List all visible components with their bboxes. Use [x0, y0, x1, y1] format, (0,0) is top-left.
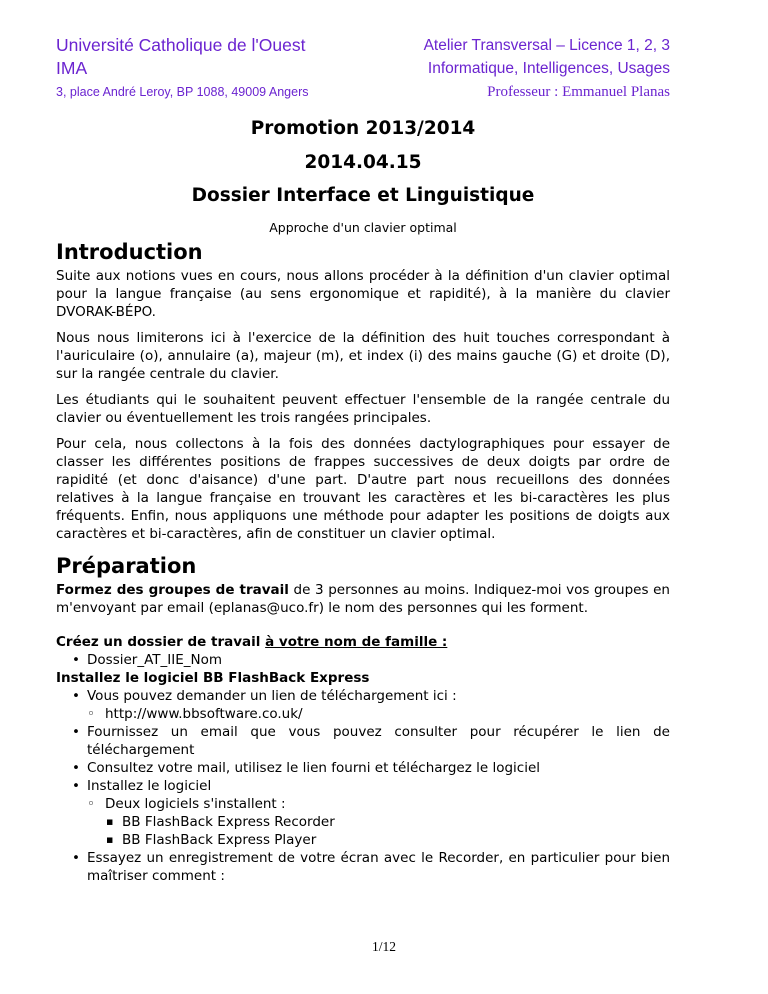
list-item: • Fournissez un email que vous pouvez consulter pour récupérer le lien de téléchargement [56, 723, 670, 759]
university-name: Université Catholique de l'Ouest [56, 35, 306, 55]
link-item[interactable]: ◦ http://www.bbsoftware.co.uk/ [56, 705, 670, 723]
institution-block [56, 34, 309, 103]
groups-text: de 3 personnes au moins. Indiquez-moi vos groupes en m'envoyant par email (eplanas@uco.fr) le nom des personnes qui les forment. [56, 582, 670, 616]
list-item: • Installez le logiciel [56, 777, 670, 795]
subtitle: Approche d'un clavier optimal [269, 220, 457, 235]
dossier-title: Dossier Interface et Linguistique [191, 185, 535, 206]
list-item: • Essayez un enregistrement de votre écran avec le Recorder, en particulier pour bien maîtriser comment : [56, 849, 670, 885]
professor: Professeur : Emmanuel Planas [487, 84, 670, 100]
intro-paragraph-4: Pour cela, nous collectons à la fois des données dactylographiques pour essayer de classer les différentes positions de frappes successives de deux doigts par ordre de rapidité (et donc d'aisance) d'une part. D'autre part nous recueillons des données relatives à la langue française en trouvant les caractères et les bi-caractères les plus fréquents. Enfin, nous appliquons une méthode pour adapter les positions de doigts aux caractères et bi-caractères, afin de constituer un clavier optimal. [56, 436, 670, 542]
title-block [56, 117, 670, 236]
date-title: 2014.04.15 [304, 152, 422, 173]
course-block [424, 34, 670, 103]
list-item: • Dossier_AT_IIE_Nom [56, 651, 670, 669]
install-instruction: Installez le logiciel BB FlashBack Express [56, 670, 370, 686]
intro-paragraph-3: Les étudiants qui le souhaitent peuvent effectuer l'ensemble de la rangée centrale du clavier ou éventuellement les trois rangées principales. [56, 392, 670, 426]
promotion-title: Promotion 2013/2014 [250, 118, 476, 139]
course-title: Atelier Transversal – Licence 1, 2, 3 [423, 37, 670, 54]
intro-paragraph-1: Suite aux notions vues en cours, nous allons procéder à la définition d'un clavier optimal pour la langue française (au sens ergonomique et rapidité), à la manière du clavier DVORAK-BÉPO. [56, 268, 670, 320]
intro-paragraph-2: Nous nous limiterons ici à l'exercice de la définition des huit touches correspondant à l'auriculaire (o), annulaire (a), majeur (m), et index (i) des mains gauche (G) et droite (D), sur la rangée centrale du clavier. [56, 330, 670, 382]
address: 3, place André Leroy, BP 1088, 49009 Angers [56, 85, 309, 99]
groups-bold: Formez des groupes de travail [56, 582, 289, 598]
introduction-heading: Introduction [56, 240, 203, 264]
list-item: ▪ BB FlashBack Express Player [56, 831, 670, 849]
list-item: ◦ Deux logiciels s'installent : [56, 795, 670, 813]
preparation-heading: Préparation [56, 554, 197, 578]
list-item: ▪ BB FlashBack Express Recorder [56, 813, 670, 831]
install-list [56, 687, 670, 885]
body-content [56, 237, 670, 885]
folder-bold: Créez un dossier de travail [56, 634, 266, 650]
folder-instruction [56, 633, 670, 651]
groups-paragraph [56, 581, 670, 617]
folder-list [56, 651, 670, 669]
folder-underline: à votre nom de famille : [265, 634, 448, 650]
page-number: 1/12 [371, 939, 396, 954]
institute-name: IMA [56, 58, 88, 78]
course-subtitle: Informatique, Intelligences, Usages [427, 60, 670, 77]
list-item: • Vous pouvez demander un lien de téléchargement ici : [56, 687, 670, 705]
list-item: • Consultez votre mail, utilisez le lien fourni et téléchargez le logiciel [56, 759, 670, 777]
